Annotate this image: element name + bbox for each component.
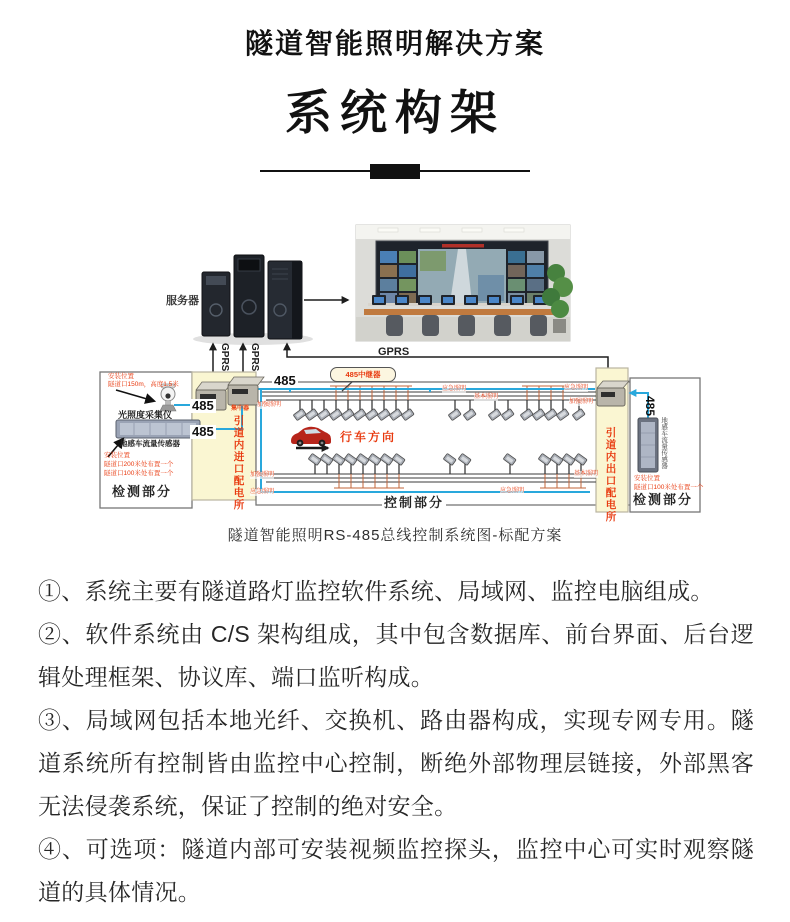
right-traffic-sensor-icon bbox=[638, 418, 658, 472]
paragraph-4: ④、可选项：隧道内部可安装视频监控探头，监控中心可实时观察隧道的具体情况。 bbox=[38, 836, 754, 905]
paragraph-1: ①、系统主要有隧道路灯监控软件系统、局域网、监控电脑组成。 bbox=[38, 578, 714, 604]
install-note-2-detail-b: 隧道口100米处布置一个 bbox=[104, 470, 174, 477]
bus-485-label-b: 485 bbox=[192, 424, 214, 439]
repeater-callout: 485中继器 bbox=[330, 367, 396, 382]
line-label-enhanced-tl: 加强照明 bbox=[257, 402, 282, 408]
paragraph-3: ③、局域网包括本地光纤、交换机、路由器构成，实现专网专用。隧道系统所有控制皆由监控中心控制，断绝外部物理层链接，外部黑客无法侵袭系统，保证了控制的绝对安全。 bbox=[38, 707, 754, 819]
left-detection-section-label: 检测部分 bbox=[112, 484, 173, 499]
gprs-label-1: GPRS bbox=[219, 343, 230, 372]
exit-station-label: 引道内出口配电所 bbox=[604, 427, 617, 523]
architecture-diagram bbox=[90, 215, 705, 525]
gprs-label-3: GPRS bbox=[378, 346, 410, 358]
server-label: 服务器 bbox=[166, 295, 199, 307]
page-title: 隧道智能照明解决方案 bbox=[244, 28, 545, 59]
description-text bbox=[38, 570, 754, 914]
control-section-label: 控制部分 bbox=[384, 495, 445, 510]
server-towers-icon bbox=[193, 255, 313, 345]
line-label-basic-t2: 基本照明 bbox=[474, 394, 499, 400]
paragraph-2: ②、软件系统由 C/S 架构组成，其中包含数据库、前台界面、后台逻辑处理框架、协议库、端口监听构成。 bbox=[38, 621, 754, 690]
bus-485-label-a: 485 bbox=[192, 398, 214, 413]
line-label-emergency-t3: 应急照明 bbox=[564, 385, 589, 391]
light-sensor-label: 光照度采集仪 bbox=[117, 410, 172, 420]
left-traffic-sensor-label: 地感车流量传感器 bbox=[120, 439, 180, 448]
install-note-2-title: 安装位置 bbox=[104, 452, 130, 459]
entry-station-label: 引道内进口配电所 bbox=[232, 415, 245, 511]
section-title: 系统构架 bbox=[285, 86, 505, 139]
install-note-1-detail: 隧道口150m，高度1.5米 bbox=[108, 381, 179, 388]
line-label-enhanced-t4: 加强照明 bbox=[569, 399, 594, 405]
line-label-emergency-b1: 应急照明 bbox=[250, 489, 275, 495]
install-note-3-detail: 隧道口100米处布置一个 bbox=[634, 484, 704, 491]
concentrator-label: 集中器 bbox=[231, 406, 250, 412]
bus-485-label-right: 485 bbox=[643, 396, 657, 417]
line-label-emergency-t1: 应急照明 bbox=[442, 386, 467, 392]
right-detection-section-label: 检测部分 bbox=[633, 492, 694, 507]
line-label-basic-b2: 基本照明 bbox=[574, 471, 599, 477]
line-label-emergency-b3: 应急照明 bbox=[500, 488, 525, 494]
install-note-2-detail-a: 隧道口200米处布置一个 bbox=[104, 461, 174, 468]
line-label-enhanced-b0: 加强照明 bbox=[250, 472, 275, 478]
install-note-3-title: 安装位置 bbox=[634, 475, 660, 482]
gprs-label-2: GPRS bbox=[249, 343, 260, 372]
bus-485-label-top: 485 bbox=[274, 373, 296, 388]
exit-concentrator-icon bbox=[597, 381, 629, 406]
divider-block bbox=[370, 164, 420, 179]
install-note-1-title: 安装位置 bbox=[108, 373, 134, 380]
diagram-caption: 隧道智能照明RS-485总线控制系统图-标配方案 bbox=[227, 527, 563, 544]
right-traffic-sensor-label: 地感车流量传感器 bbox=[660, 417, 668, 469]
drive-direction-label: 行车方向 bbox=[340, 430, 397, 444]
left-traffic-sensor-icon bbox=[116, 420, 200, 438]
control-room-photo bbox=[356, 225, 573, 341]
